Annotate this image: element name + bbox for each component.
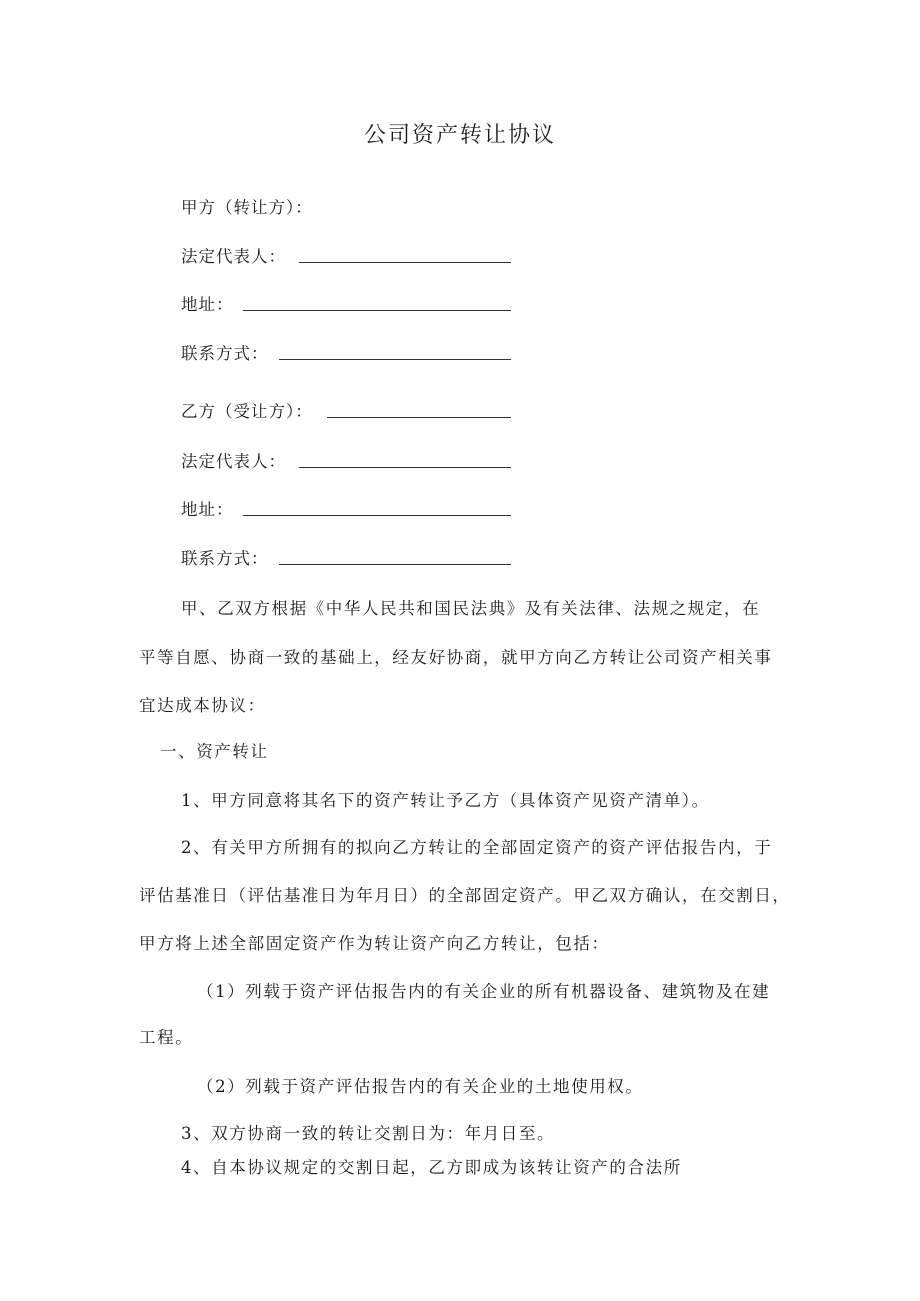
party-a-address-label: 地址： — [181, 295, 234, 314]
section1-sub2: （2）列载于资产评估报告内的有关企业的土地使用权。 — [197, 1077, 644, 1096]
section1-item3: 3、双方协商一致的转让交割日为：年月日至。 — [181, 1124, 556, 1143]
party-a-contact-field[interactable] — [279, 359, 511, 360]
party-a-heading: 甲方（转让方）： — [181, 198, 313, 217]
section1-item2-line-2: 评估基准日（评估基准日为年月日）的全部固定资产。甲乙双方确认，在交割日， — [139, 886, 791, 905]
party-b-legal-rep-label: 法定代表人： — [181, 452, 286, 471]
party-a-contact-label: 联系方式： — [181, 344, 269, 363]
section1-heading: 一、资产转让 — [160, 742, 269, 761]
party-b-address-field[interactable] — [243, 515, 511, 516]
party-b-contact-field[interactable] — [279, 564, 511, 565]
section1-item2-line-1: 2、有关甲方所拥有的拟向乙方转让的全部固定资产的资产评估报告内，于 — [181, 838, 773, 857]
preamble-line-1: 甲、乙双方根据《中华人民共和国民法典》及有关法律、法规之规定，在 — [181, 599, 761, 618]
party-b-legal-rep-field[interactable] — [299, 467, 511, 468]
party-a-address-field[interactable] — [243, 310, 511, 311]
party-a-legal-rep-label: 法定代表人： — [181, 247, 286, 266]
preamble-line-3: 宜达成本协议： — [139, 696, 266, 715]
section1-item2-line-3: 甲方将上述全部固定资产作为转让资产向乙方转让，包括： — [139, 934, 610, 953]
party-b-name-field[interactable] — [327, 417, 511, 418]
section1-sub1-line-1: （1）列载于资产评估报告内的有关企业的所有机器设备、建筑物及在建 — [197, 982, 771, 1001]
section1-item1: 1、甲方同意将其名下的资产转让予乙方（具体资产见资产清单）。 — [181, 791, 710, 810]
preamble-line-2: 平等自愿、协商一致的基础上，经友好协商，就甲方向乙方转让公司资产相关事 — [139, 648, 773, 667]
party-a-legal-rep-field[interactable] — [299, 262, 511, 263]
party-b-contact-label: 联系方式： — [181, 549, 269, 568]
section1-item4: 4、自本协议规定的交割日起，乙方即成为该转让资产的合法所 — [181, 1158, 682, 1177]
section1-sub1-line-2: 工程。 — [139, 1028, 194, 1047]
party-b-address-label: 地址： — [181, 500, 234, 519]
document-title: 公司资产转让协议 — [363, 123, 556, 148]
party-b-heading: 乙方（受让方）： — [181, 402, 313, 421]
